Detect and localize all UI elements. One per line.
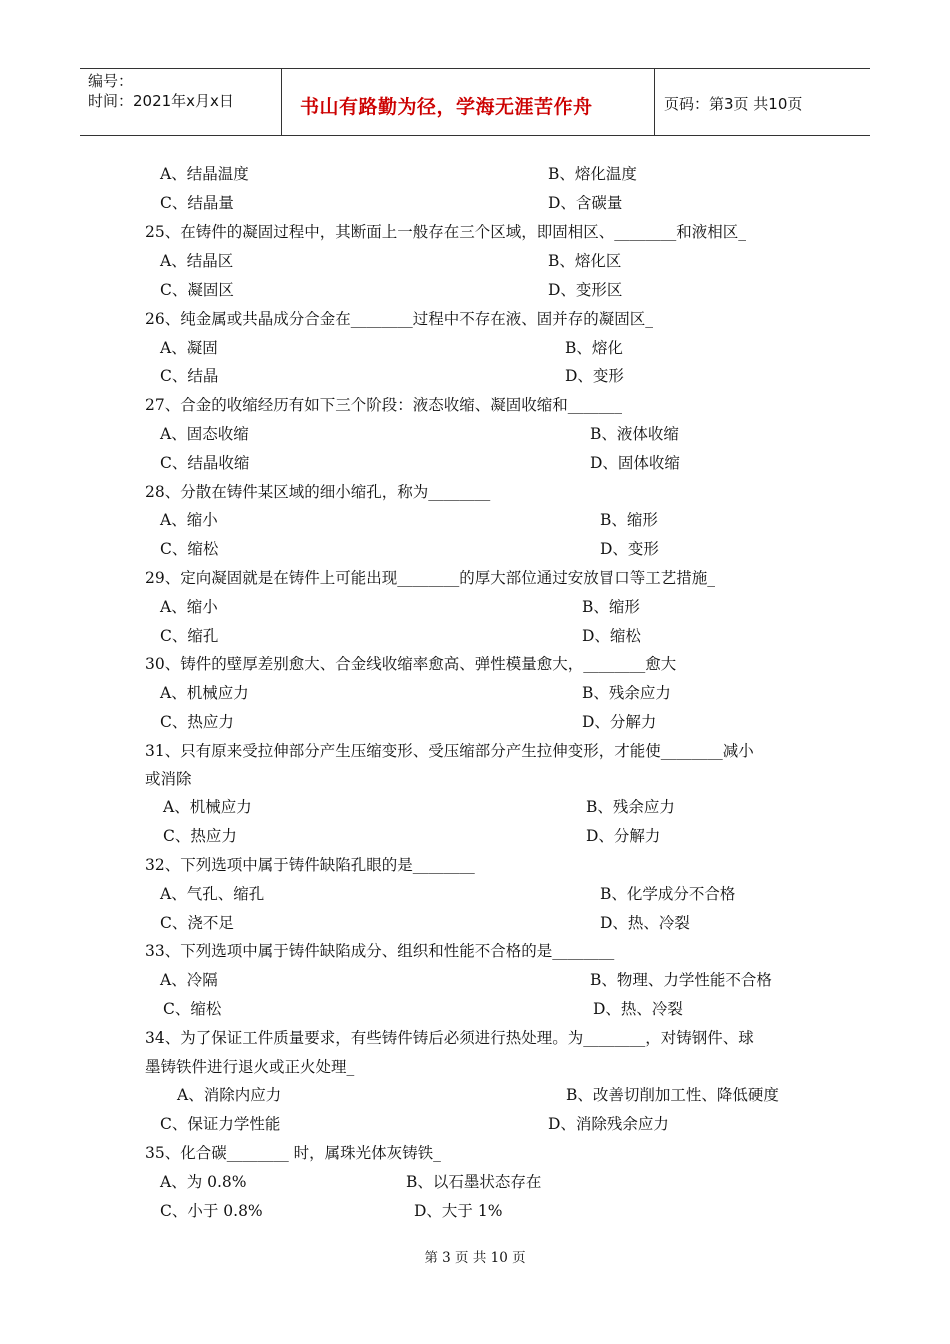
question-text: 29、定向凝固就是在铸件上可能出现________的厚大部位通过安放冒口等工艺措施_: [145, 569, 715, 587]
answer-option: C、小于 0.8%: [160, 1202, 263, 1220]
answer-option: D、固体收缩: [590, 454, 680, 472]
answer-option: B、残余应力: [586, 798, 675, 816]
answer-option: B、以石墨状态存在: [406, 1173, 542, 1191]
answer-option: B、缩形: [582, 598, 640, 616]
answer-option: C、结晶收缩: [160, 454, 250, 472]
answer-option: D、缩松: [582, 627, 641, 645]
answer-option: A、冷隔: [160, 971, 218, 989]
answer-option: A、凝固: [160, 339, 218, 357]
answer-option: C、保证力学性能: [160, 1115, 281, 1133]
answer-option: D、分解力: [586, 827, 661, 845]
answer-option: A、机械应力: [160, 684, 249, 702]
answer-option: D、变形: [565, 367, 624, 385]
header-page-info: 页码：第3页 共10页: [664, 95, 803, 113]
question-text: 28、分散在铸件某区域的细小缩孔，称为________: [145, 483, 491, 501]
answer-option: C、凝固区: [160, 281, 234, 299]
answer-option: B、物理、力学性能不合格: [590, 971, 772, 989]
question-text: 30、铸件的壁厚差别愈大、合金线收缩率愈高、弹性模量愈大，________愈大: [145, 655, 677, 673]
answer-option: D、大于 1%: [414, 1202, 503, 1220]
question-text: 31、只有原来受拉伸部分产生压缩变形、受压缩部分产生拉伸变形，才能使________减小: [145, 742, 754, 760]
header-bottom-rule: [80, 135, 870, 136]
answer-option: C、热应力: [163, 827, 237, 845]
question-text: 35、化合碳________ 时，属珠光体灰铸铁_: [145, 1144, 441, 1162]
answer-option: B、残余应力: [582, 684, 671, 702]
answer-option: C、热应力: [160, 713, 234, 731]
answer-option: B、缩形: [600, 511, 658, 529]
answer-option: C、结晶: [160, 367, 219, 385]
answer-option: B、化学成分不合格: [600, 885, 736, 903]
answer-option: D、变形: [600, 540, 659, 558]
answer-option: B、熔化温度: [548, 165, 637, 183]
answer-option: D、分解力: [582, 713, 657, 731]
question-text: 34、为了保证工件质量要求，有些铸件铸后必须进行热处理。为________，对铸钢件、球: [145, 1029, 754, 1047]
question-text: 26、纯金属或共晶成分合金在________过程中不存在液、固并存的凝固区_: [145, 310, 653, 328]
answer-option: B、液体收缩: [590, 425, 679, 443]
answer-option: B、熔化: [565, 339, 623, 357]
answer-option: C、缩松: [163, 1000, 222, 1018]
question-text: 25、在铸件的凝固过程中，其断面上一般存在三个区域，即固相区、________和液相区_: [145, 223, 746, 241]
question-text: 或消除: [145, 770, 192, 788]
header-divider-left: [281, 68, 282, 135]
question-text: 33、下列选项中属于铸件缺陷成分、组织和性能不合格的是________: [145, 942, 615, 960]
answer-option: A、缩小: [160, 598, 218, 616]
answer-option: D、含碳量: [548, 194, 623, 212]
answer-option: A、结晶区: [160, 252, 234, 270]
answer-option: A、气孔、缩孔: [160, 885, 265, 903]
header-divider-right: [654, 68, 655, 135]
answer-option: D、热、冷裂: [593, 1000, 683, 1018]
question-text: 32、下列选项中属于铸件缺陷孔眼的是________: [145, 856, 475, 874]
answer-option: C、浇不足: [160, 914, 234, 932]
answer-option: A、缩小: [160, 511, 218, 529]
answer-option: C、缩松: [160, 540, 219, 558]
header-motto: 书山有路勤为径，学海无涯苦作舟: [300, 96, 593, 118]
page-footer: 第 3 页 共 10 页: [424, 1250, 526, 1266]
header-top-rule: [80, 68, 870, 69]
answer-option: A、为 0.8%: [160, 1173, 247, 1191]
answer-option: C、缩孔: [160, 627, 219, 645]
answer-option: D、变形区: [548, 281, 623, 299]
header-time-label: 时间：2021年x月x日: [88, 92, 234, 110]
header-number-label: 编号：: [88, 72, 134, 90]
answer-option: B、改善切削加工性、降低硬度: [566, 1086, 779, 1104]
answer-option: D、消除残余应力: [548, 1115, 669, 1133]
answer-option: C、结晶量: [160, 194, 234, 212]
answer-option: A、固态收缩: [160, 425, 249, 443]
question-text: 墨铸铁件进行退火或正火处理_: [145, 1058, 355, 1076]
answer-option: A、结晶温度: [160, 165, 249, 183]
answer-option: B、熔化区: [548, 252, 622, 270]
answer-option: A、机械应力: [163, 798, 252, 816]
answer-option: D、热、冷裂: [600, 914, 690, 932]
question-text: 27、合金的收缩经历有如下三个阶段：液态收缩、凝固收缩和_______: [145, 396, 622, 414]
answer-option: A、消除内应力: [177, 1086, 282, 1104]
